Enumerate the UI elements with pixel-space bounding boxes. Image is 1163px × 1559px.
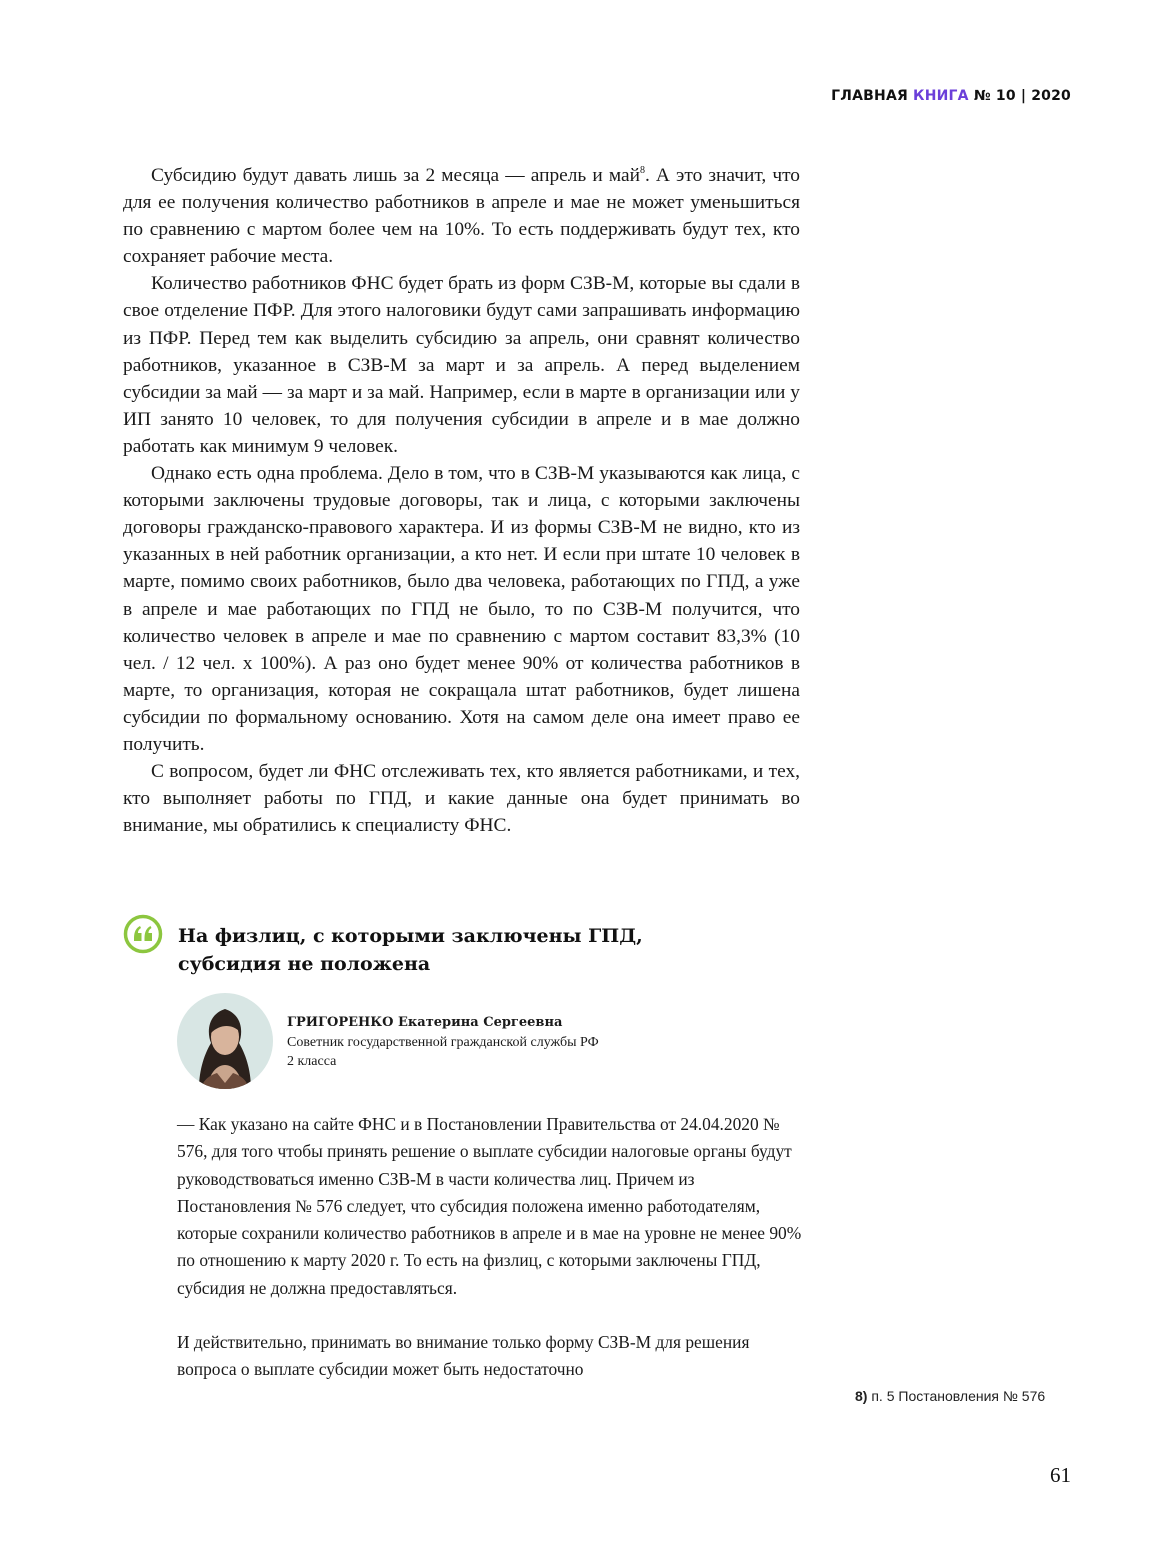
- article-body: [123, 162, 800, 839]
- footnote-ref[interactable]: 8: [639, 165, 645, 176]
- page-number: 61: [1050, 1463, 1071, 1487]
- expert-info: [287, 1013, 707, 1072]
- brand-name-part2: КНИГА: [913, 88, 969, 104]
- footnote-number: 8): [855, 1388, 868, 1404]
- paragraph-4: С вопросом, будет ли ФНС отслеживать тех, кто является работниками, и тех, кто выполняет работы по ГПД, и какие данные она будет принимать во внимание, мы обратились к специалисту ФНС.: [123, 761, 800, 837]
- brand-name-part1: ГЛАВНАЯ: [831, 88, 908, 104]
- quote-icon: [123, 914, 163, 954]
- expert-title: Советник государственной гражданской службы РФ: [287, 1034, 599, 1050]
- paragraph-3: Однако есть одна проблема. Дело в том, что в СЗВ-М указываются как лица, с которыми заключены трудовые договоры, так и лица, с которыми заключены договоры гражданско-правового характера. И из формы СЗВ-М не видно, кто из указанных в ней работник организации, а кто нет. И если при штате 10 человек в марте, помимо своих работников, было два человека, работающих по ГПД, а уже в апреле и мае работающих по ГПД не было, то по СЗВ-М получится, что количество человек в апреле и мае по сравнению с мартом составит 83,3% (10 чел. / 12 чел. х 100%). А раз оно будет менее 90% от количества работников в марте, то организация, которая не сокращала штат работников, будет лишена субсидии по формальному основанию. Хотя на самом деле она имеет право ее получить.: [123, 463, 800, 755]
- expert-avatar: [177, 993, 273, 1089]
- followup-text: И действительно, принимать во внимание только форму СЗВ-М для решения вопроса о выплате субсидии может быть недостаточно: [177, 1332, 750, 1380]
- quote-heading: На физлиц, с которыми заключены ГПД, субсидия не положена: [178, 925, 643, 975]
- footnote-text: п. 5 Постановления № 576: [871, 1388, 1046, 1404]
- expert-answer: [177, 1111, 802, 1384]
- answer-text: — Как указано на сайте ФНС и в Постановлении Правительства от 24.04.2020 № 576, для того чтобы принять решение о выплате субсидии налоговые органы будут руководствоваться именно СЗВ-М в части количества лиц. Причем из Постановления № 576 следует, что субсидия положена именно работодателям, которые сохранили количество работников в апреле и в мае на уровне не менее 90% по отношению к марту 2020 г. То есть на физлиц, с которыми заключены ГПД, субсидия не должна предоставляться.: [177, 1114, 802, 1298]
- issue-number: № 10 | 2020: [973, 88, 1071, 104]
- expert-title-cont: 2 класса: [287, 1054, 337, 1069]
- paragraph-2: Количество работников ФНС будет брать из форм СЗВ-М, которые вы сдали в свое отделение ПФР. Для этого налоговики будут сами запрашивать информацию из ПФР. Перед тем как выделить субсидию за апрель, они сравнят количество работников, указанное в СЗВ-М за март и за апрель. А перед выделением субсидии за май — за март и за май. Например, если в марте в организации или у ИП занято 10 человек, то для получения субсидии в апреле и в мае должно работать как минимум 9 человек.: [123, 273, 800, 457]
- footnote: [855, 1388, 1045, 1404]
- expert-name: ГРИГОРЕНКО Екатерина Сергеевна: [287, 1015, 563, 1030]
- paragraph-1: Субсидию будут давать лишь за 2 месяца — апрель и май$^8$. А это значит, что для ее получения количество работников в апреле и мае не может уменьшиться по сравнению с мартом более чем на 10%. То есть поддерживать будут тех, кто сохраняет рабочие места.: [123, 165, 800, 268]
- magazine-header: [831, 88, 1071, 104]
